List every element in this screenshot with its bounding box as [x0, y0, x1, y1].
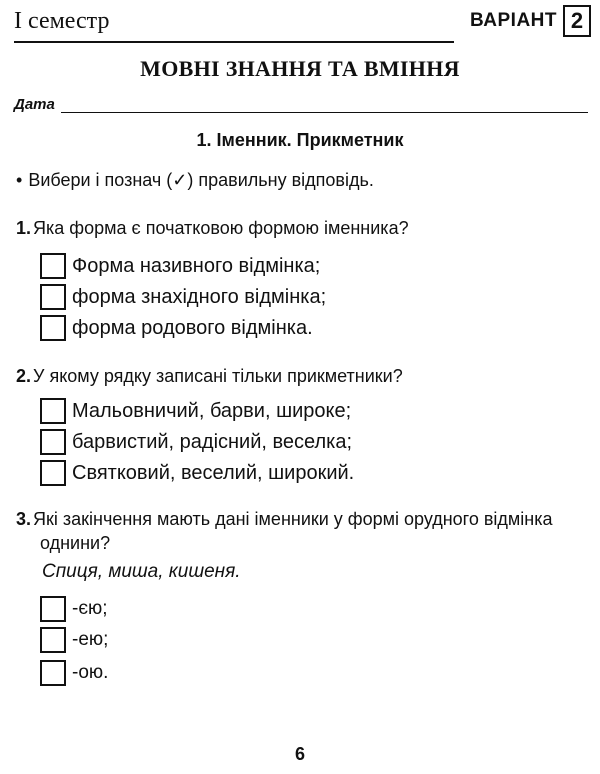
answer-checkbox[interactable] [40, 398, 66, 424]
question-number: 2. [16, 366, 32, 386]
option-1-2 [40, 284, 326, 310]
date-label: Дата [14, 96, 55, 113]
option-label: Форма називного відмінка; [72, 254, 321, 277]
answer-checkbox[interactable] [40, 660, 66, 686]
answer-checkbox[interactable] [40, 460, 66, 486]
answer-checkbox[interactable] [40, 284, 66, 310]
question-number: 3. [16, 509, 32, 529]
instruction-text: Вибери і познач (✓) правильну відповідь. [28, 170, 374, 190]
answer-checkbox[interactable] [40, 596, 66, 622]
option-label: -ою. [72, 662, 109, 683]
header-divider [14, 41, 454, 43]
option-1-3 [40, 315, 313, 341]
topic-title: 1. Іменник. Прикметник [196, 130, 404, 150]
option-2-2 [40, 429, 352, 455]
option-3-1 [40, 596, 108, 622]
section-title: МОВНІ ЗНАННЯ ТА ВМІННЯ [140, 56, 460, 81]
option-3-3 [40, 660, 108, 686]
question-1 [16, 216, 586, 240]
question-text-continued: однини? [40, 533, 111, 553]
option-label: Мальовничий, барви, широке; [72, 399, 352, 422]
date-row [14, 96, 588, 113]
answer-checkbox[interactable] [40, 429, 66, 455]
instruction [16, 170, 374, 191]
bullet-icon: • [16, 170, 23, 190]
answer-checkbox[interactable] [40, 253, 66, 279]
option-label: форма родового відмінка. [72, 316, 313, 339]
option-label: -єю; [72, 598, 108, 619]
question-number: 1. [16, 218, 32, 238]
question-3 [16, 507, 586, 555]
date-field[interactable] [61, 98, 588, 113]
variant-label: ВАРІАНТ [470, 10, 557, 31]
answer-checkbox[interactable] [40, 627, 66, 653]
option-2-1 [40, 398, 351, 424]
page-number: 6 [294, 744, 305, 764]
option-3-2 [40, 627, 108, 653]
option-2-3 [40, 460, 354, 486]
variant-number: 2 [563, 5, 591, 37]
question-text: Яка форма є початковою формою іменника? [33, 218, 409, 238]
variant-badge [470, 5, 591, 37]
question-text: У якому рядку записані тільки прикметники? [33, 366, 403, 386]
option-label: -ею; [72, 629, 109, 650]
option-1-1 [40, 253, 320, 279]
semester-label: І семестр [14, 8, 110, 34]
example-words: Спиця, миша, кишеня. [42, 561, 241, 582]
answer-checkbox[interactable] [40, 315, 66, 341]
option-label: барвистий, радісний, веселка; [72, 430, 353, 453]
question-2 [16, 364, 586, 388]
question-text: Які закінчення мають дані іменники у формі орудного відмінка [33, 509, 553, 529]
option-label: Святковий, веселий, широкий. [72, 461, 355, 484]
option-label: форма знахідного відмінка; [72, 285, 327, 308]
